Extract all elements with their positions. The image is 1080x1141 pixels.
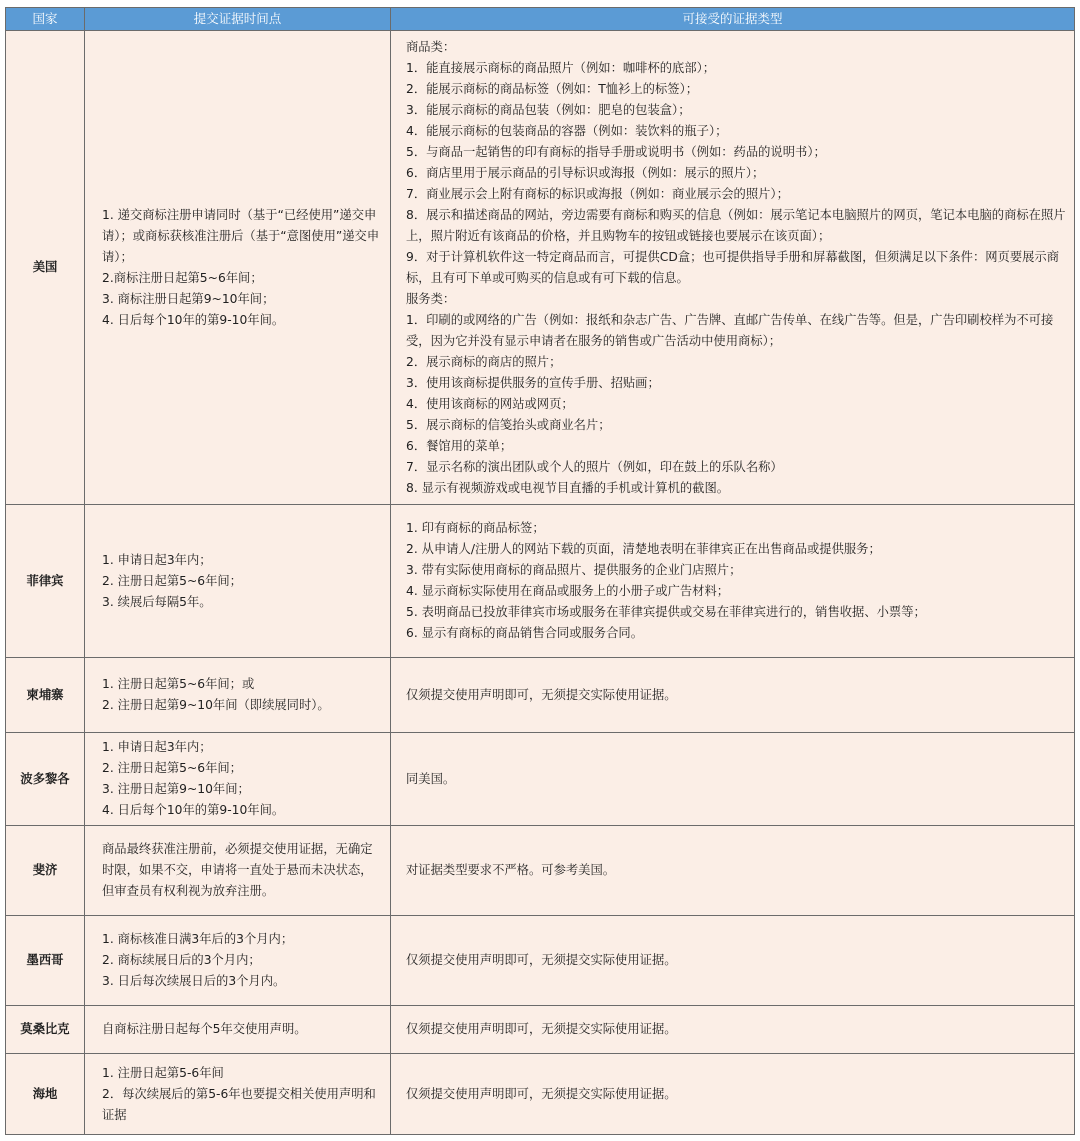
type-line: 1．印刷的或网络的广告（例如：报纸和杂志广告、广告牌、直邮广告传单、在线广告等。但是，广告印刷校样为不可接受，因为它并没有显示申请者在服务的销售或广告活动中使用商标）；: [406, 312, 1054, 348]
type-line: 1. 印有商标的商品标签；: [406, 521, 545, 535]
type-line: 5．展示商标的信笺抬头或商业名片；: [406, 417, 611, 432]
type-line: 5. 表明商品已投放菲律宾市场或服务在菲律宾提供或交易在菲律宾进行的，销售收据、小票等；: [406, 605, 926, 619]
type-line: 服务类：: [406, 291, 456, 306]
time-line: 2．每次续展后的第5-6年也要提交相关使用声明和证据: [102, 1086, 376, 1122]
types-cell: [391, 1006, 1075, 1054]
type-line: 仅须提交使用声明即可，无须提交实际使用证据。: [406, 1086, 677, 1101]
time-cell: [85, 505, 391, 658]
country-cell: 波多黎各: [6, 733, 85, 826]
table-row: [6, 505, 1075, 658]
time-line: 2. 注册日起第5~6年间；: [102, 573, 242, 588]
types-cell: [391, 826, 1075, 916]
type-line: 仅须提交使用声明即可，无须提交实际使用证据。: [406, 1022, 677, 1036]
time-line: 1. 申请日起3年内；: [102, 552, 212, 567]
time-line: 1. 递交商标注册申请同时（基于“已经使用”递交申请）；或商标获核准注册后（基于“意图使用”递交申请）；: [102, 207, 380, 264]
time-cell: [85, 31, 391, 505]
time-line: 3. 日后每次续展日后的3个月内。: [102, 974, 286, 988]
type-line: 7．商业展示会上附有商标的标识或海报（例如：商业展示会的照片）；: [406, 186, 789, 201]
time-line: 自商标注册日起每个5年交使用声明。: [102, 1022, 307, 1036]
type-line: 7．显示名称的演出团队或个人的照片（例如，印在鼓上的乐队名称）: [406, 459, 783, 474]
type-line: 商品类：: [406, 39, 456, 54]
time-cell: [85, 733, 391, 826]
type-line: 8．展示和描述商品的网站，旁边需要有商标和购买的信息（例如：展示笔记本电脑照片的网页，笔记本电脑的商标在照片上，照片附近有该商品的价格，并且购物车的按钮或链接也要展示在该页面）；: [406, 207, 1066, 243]
header-types: 可接受的证据类型: [391, 8, 1075, 31]
type-line: 6．商店里用于展示商品的引导标识或海报（例如：展示的照片）；: [406, 165, 765, 180]
country-cell: 菲律宾: [6, 505, 85, 658]
header-row: [6, 8, 1075, 31]
time-line: 4. 日后每个10年的第9-10年间。: [102, 803, 285, 817]
type-line: 2．能展示商标的商品标签（例如：T恤衫上的标签）；: [406, 81, 699, 96]
time-cell: [85, 1006, 391, 1054]
country-cell: 斐济: [6, 826, 85, 916]
country-cell: 莫桑比克: [6, 1006, 85, 1054]
type-line: 9．对于计算机软件这一特定商品而言，可提供CD盒；也可提供指导手册和屏幕截图，但须满足以下条件：网页要展示商标，且有可下单或可购买的信息或有可下载的信息。: [406, 249, 1060, 285]
type-line: 1．能直接展示商标的商品照片（例如：咖啡杯的底部）；: [406, 60, 716, 75]
header-time: 提交证据时间点: [85, 8, 391, 31]
time-cell: [85, 916, 391, 1006]
type-line: 6. 显示有商标的商品销售合同或服务合同。: [406, 626, 643, 640]
country-cell: 海地: [6, 1054, 85, 1135]
time-line: 1. 注册日起第5~6年间；或: [102, 677, 255, 691]
country-cell: 柬埔寨: [6, 658, 85, 733]
time-line: 3. 续展后每隔5年。: [102, 594, 212, 609]
evidence-table: [5, 7, 1075, 1135]
time-cell: [85, 658, 391, 733]
time-cell: [85, 826, 391, 916]
table-body: [6, 31, 1075, 1135]
type-line: 2．展示商标的商店的照片；: [406, 354, 562, 369]
time-line: 2. 注册日起第5~6年间；: [102, 761, 242, 775]
type-line: 2. 从申请人/注册人的网站下载的页面，清楚地表明在菲律宾正在出售商品或提供服务；: [406, 542, 881, 556]
type-line: 仅须提交使用声明即可，无须提交实际使用证据。: [406, 953, 677, 967]
time-line: 1. 注册日起第5-6年间: [102, 1065, 224, 1080]
type-line: 4．能展示商标的包装商品的容器（例如：装饮料的瓶子）；: [406, 123, 728, 138]
type-line: 3．能展示商标的商品包装（例如：肥皂的包装盒）；: [406, 102, 691, 117]
time-line: 2. 商标续展日后的3个月内；: [102, 953, 261, 967]
time-line: 3. 注册日起第9~10年间；: [102, 782, 250, 796]
type-line: 3．使用该商标提供服务的宣传手册、招贴画；: [406, 375, 660, 390]
type-line: 仅须提交使用声明即可，无须提交实际使用证据。: [406, 687, 677, 702]
types-cell: [391, 31, 1075, 505]
table-row: [6, 826, 1075, 916]
time-line: 1. 申请日起3年内；: [102, 740, 212, 754]
country-cell: 美国: [6, 31, 85, 505]
time-line: 3. 商标注册日起第9~10年间；: [102, 291, 275, 306]
type-line: 4. 显示商标实际使用在商品或服务上的小册子或广告材料；: [406, 584, 730, 598]
type-line: 同美国。: [406, 771, 456, 786]
type-line: 6．餐馆用的菜单；: [406, 438, 513, 453]
table-row: [6, 1054, 1075, 1135]
types-cell: [391, 916, 1075, 1006]
type-line: 3. 带有实际使用商标的商品照片、提供服务的企业门店照片；: [406, 563, 742, 577]
time-line: 4. 日后每个10年的第9-10年间。: [102, 312, 285, 327]
type-line: 对证据类型要求不严格。可参考美国。: [406, 863, 616, 877]
table-row: [6, 733, 1075, 826]
types-cell: [391, 733, 1075, 826]
types-cell: [391, 1054, 1075, 1135]
table-row: [6, 1006, 1075, 1054]
time-cell: [85, 1054, 391, 1135]
time-line: 1. 商标核准日满3年后的3个月内；: [102, 932, 294, 946]
table-row: [6, 916, 1075, 1006]
type-line: 5．与商品一起销售的印有商标的指导手册或说明书（例如：药品的说明书）；: [406, 144, 826, 159]
time-line: 2.商标注册日起第5~6年间；: [102, 270, 263, 285]
country-cell: 墨西哥: [6, 916, 85, 1006]
types-cell: [391, 658, 1075, 733]
header-country: 国家: [6, 8, 85, 31]
type-line: 4．使用该商标的网站或网页；: [406, 396, 574, 411]
table-row: [6, 31, 1075, 505]
time-line: 商品最终获准注册前，必须提交使用证据，无确定时限，如果不交，申请将一直处于悬而未决状态，但审查员有权利视为放弃注册。: [102, 842, 373, 898]
time-line: 2. 注册日起第9~10年间（即续展同时）。: [102, 698, 330, 712]
table-row: [6, 658, 1075, 733]
type-line: 8. 显示有视频游戏或电视节目直播的手机或计算机的截图。: [406, 480, 730, 495]
types-cell: [391, 505, 1075, 658]
